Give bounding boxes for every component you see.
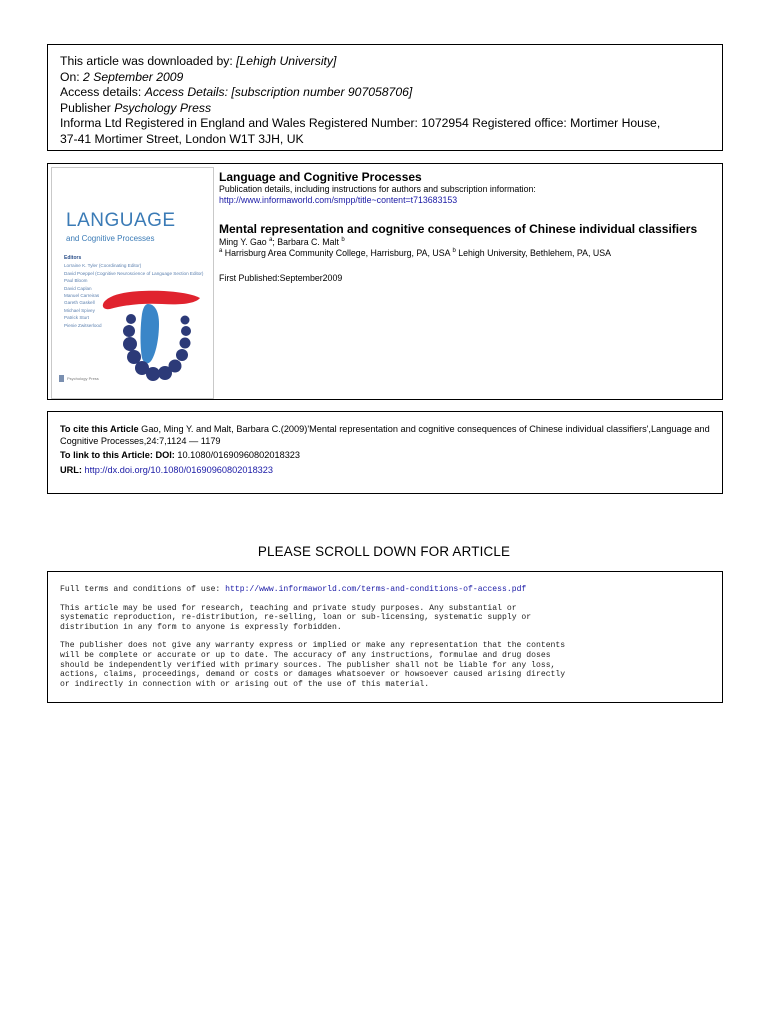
cover-editor: David Caplan bbox=[64, 285, 92, 291]
affiliation-marker: b bbox=[452, 248, 456, 254]
author-affiliation-marker: a bbox=[269, 237, 273, 243]
publication-details: Publication details, including instructions for authors and subscription information: bbox=[219, 184, 536, 194]
access-details-value: Access Details: [subscription number 907058706] bbox=[144, 85, 413, 99]
downloaded-by-value: [Lehigh University] bbox=[236, 54, 337, 68]
doi-url-link[interactable]: http://dx.doi.org/10.1080/01690960802018323 bbox=[81, 464, 274, 475]
cover-subtitle: and Cognitive Processes bbox=[66, 234, 155, 243]
scroll-down-message: PLEASE SCROLL DOWN FOR ARTICLE bbox=[257, 544, 511, 559]
journal-info-box bbox=[47, 163, 723, 400]
author-name: Ming Y. Gao bbox=[219, 237, 267, 247]
terms-url-link[interactable]: http://www.informaworld.com/terms-and-conditions-of-access.pdf bbox=[225, 585, 527, 594]
cover-editors-heading: Editors bbox=[64, 255, 82, 261]
terms-paragraph-warranty: The publisher does not give any warranty express or implied or make any representation that the contents will be complete or accurate or up to date. The accuracy of any instructions, formulae and drug doses should be independently verified with primary sources. The publisher shall not be liable for any loss, actions, claims, proceedings, demand or costs or damages whatsoever or howsoever caused arising directly or indirectly in connection with or arising out of the use of this material. bbox=[60, 641, 566, 689]
cover-editor: Manuel Carreiras bbox=[64, 293, 100, 299]
downloaded-by-line bbox=[60, 54, 710, 70]
first-published: First Published:September2009 bbox=[219, 273, 343, 283]
publisher-name: Psychology Press bbox=[114, 100, 212, 115]
author-separator: ; bbox=[272, 237, 278, 247]
download-info-box bbox=[47, 44, 723, 151]
author-name: Barbara C. Malt bbox=[277, 237, 339, 247]
journal-cover-image bbox=[51, 167, 214, 399]
doi-value: 10.1080/01690960802018323 bbox=[174, 450, 301, 460]
article-authors bbox=[219, 237, 714, 248]
journal-url-link[interactable]: http://www.informaworld.com/smpp/title~content=t713683153 bbox=[219, 195, 458, 205]
cite-label: To cite this Article bbox=[60, 424, 139, 434]
registration-line-2: 37-41 Mortimer Street, London W1T 3JH, UK bbox=[60, 131, 304, 146]
publisher-label: Publisher bbox=[60, 100, 111, 115]
url-row bbox=[60, 465, 710, 477]
journal-details bbox=[219, 170, 714, 284]
url-label: URL: bbox=[60, 464, 82, 475]
access-label: Access details: bbox=[60, 85, 142, 99]
download-date: 2 September 2009 bbox=[83, 69, 184, 84]
terms-box bbox=[47, 571, 723, 703]
affiliation-a: Harrisburg Area Community College, Harrisburg, PA, USA bbox=[222, 248, 451, 258]
download-date-line bbox=[60, 70, 710, 86]
cite-row bbox=[60, 424, 710, 447]
cover-publisher-mark bbox=[59, 375, 64, 382]
affiliation-b: Lehigh University, Bethlehem, PA, USA bbox=[455, 248, 611, 258]
cover-editor: Patrick Sturt bbox=[64, 315, 90, 321]
doi-label: To link to this Article: DOI: bbox=[60, 450, 175, 460]
cover-editor: Lorraine K. Tyler (Coordinating Editor) bbox=[64, 263, 142, 269]
cover-publisher-logo: Psychology Press bbox=[67, 376, 99, 381]
terms-intro: Full terms and conditions of use: bbox=[60, 585, 226, 594]
terms-paragraph-usage: This article may be used for research, teaching and private study purposes. Any substantial or systematic reproduction, re-distribution, re-selling, loan or sub-licensing, systematic supply or distribution in any form to anyone is expressly forbidden. bbox=[60, 603, 532, 632]
registration-line-1: Informa Ltd Registered in England and Wales Registered Number: 1072954 Registered office: Mortimer House, bbox=[60, 116, 661, 130]
cover-editor: Pienie Zwitserlood bbox=[64, 322, 102, 328]
cover-journal-word: LANGUAGE bbox=[66, 210, 176, 231]
cover-editor: David Poeppel (Cognitive Neuroscience of Language Section Editor) bbox=[64, 270, 204, 276]
author-affiliation-marker: b bbox=[341, 237, 345, 243]
on-label: On: bbox=[60, 69, 80, 84]
cover-editor: Paul Bloom bbox=[64, 278, 88, 284]
cover-editor: Gareth Gaskell bbox=[64, 300, 95, 306]
publisher-line bbox=[60, 101, 710, 117]
cover-editor: Michael Spivey bbox=[64, 307, 95, 313]
journal-title: Language and Cognitive Processes bbox=[219, 170, 422, 184]
terms-intro-line bbox=[60, 585, 710, 595]
downloaded-by-label: This article was downloaded by: bbox=[60, 54, 233, 68]
cover-artwork bbox=[52, 168, 214, 399]
affiliation-marker: a bbox=[219, 248, 223, 254]
citation-box bbox=[47, 411, 723, 494]
doi-row bbox=[60, 450, 710, 462]
access-details-line bbox=[60, 85, 710, 101]
author-affiliations bbox=[219, 248, 714, 259]
cover-blue-stroke bbox=[141, 304, 160, 363]
article-title: Mental representation and cognitive consequences of Chinese individual classifiers bbox=[219, 222, 698, 236]
cite-text: Gao, Ming Y. and Malt, Barbara C.(2009)'Mental representation and cognitive consequences of Chinese individual classifiers',Language and Cognitive Processes,24:7,1124 — 1179 bbox=[60, 424, 710, 446]
